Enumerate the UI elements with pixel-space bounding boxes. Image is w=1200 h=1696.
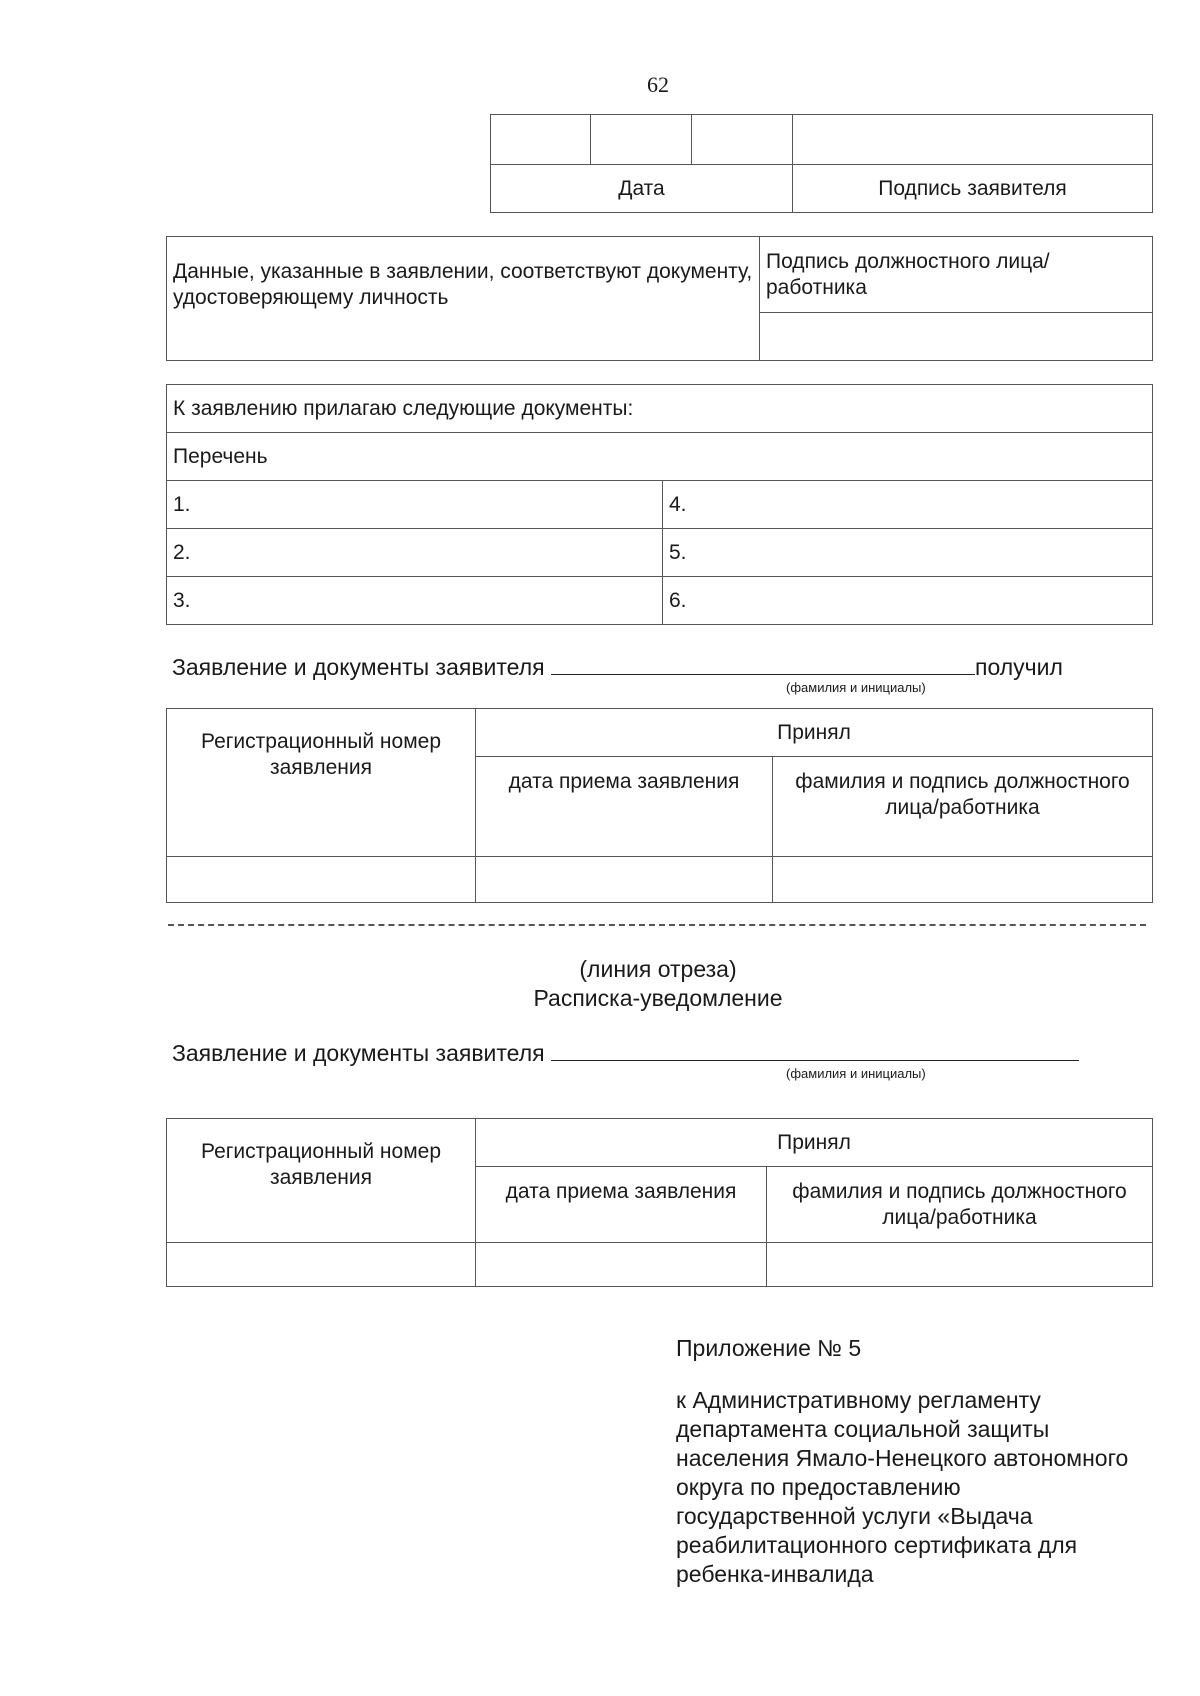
- appendix-body: к Административному регламенту департамента социальной защиты населения Ямало-Ненецкого автономного округа по предоставлению государственной услуги «Выдача реабилитационного сертификата для ребенка-инвалида: [676, 1387, 1129, 1587]
- date-month-cell[interactable]: [591, 115, 692, 165]
- official-name-signature-label: фамилия и подпись должностного лица/работника: [773, 757, 1153, 857]
- official-name-signature-cell[interactable]: [773, 857, 1153, 903]
- receipt-registration-table: [166, 1118, 1153, 1287]
- reg-number-label: Регистрационный номер заявления: [167, 709, 476, 857]
- received-line-suffix: получил: [974, 654, 1063, 680]
- documents-header: К заявлению прилагаю следующие документы:: [167, 385, 1153, 433]
- verification-text: Данные, указанные в заявлении, соответствуют документу, удостоверяющему личность: [167, 237, 760, 361]
- date-signature-table: [490, 114, 1153, 213]
- registration-table: [166, 708, 1153, 903]
- receipt-accepted-label: Принял: [476, 1119, 1153, 1167]
- received-line-prefix: Заявление и документы заявителя: [172, 654, 545, 680]
- document-item-4[interactable]: 4.: [663, 481, 1153, 529]
- receipt-reg-number-label: Регистрационный номер заявления: [167, 1119, 476, 1243]
- document-item-6[interactable]: 6.: [663, 577, 1153, 625]
- receipt-official-name-signature-label: фамилия и подпись должностного лица/работника: [767, 1167, 1153, 1243]
- receipt-acceptance-date-label: дата приема заявления: [476, 1167, 767, 1243]
- date-label: Дата: [491, 165, 793, 213]
- document-item-1[interactable]: 1.: [167, 481, 663, 529]
- official-signature-cell[interactable]: [760, 313, 1153, 361]
- applicant-signature-label: Подпись заявителя: [793, 165, 1153, 213]
- date-year-cell[interactable]: [692, 115, 793, 165]
- receipt-title: Расписка-уведомление: [533, 985, 783, 1011]
- receipt-line-prefix: Заявление и документы заявителя: [172, 1040, 545, 1066]
- receipt-acceptance-date-cell[interactable]: [476, 1243, 767, 1287]
- cut-line: [168, 924, 1146, 926]
- cut-line-label: (линия отреза): [579, 956, 737, 982]
- receipt-line-hint: (фамилия и инициалы): [786, 1066, 926, 1081]
- page-number: 62: [647, 72, 669, 97]
- date-day-cell[interactable]: [491, 115, 591, 165]
- documents-list-label: Перечень: [167, 433, 1153, 481]
- document-item-5[interactable]: 5.: [663, 529, 1153, 577]
- accepted-label: Принял: [476, 709, 1153, 757]
- reg-number-cell[interactable]: [167, 857, 476, 903]
- applicant-signature-cell[interactable]: [793, 115, 1153, 165]
- receipt-reg-number-cell[interactable]: [167, 1243, 476, 1287]
- received-line: [172, 652, 1063, 681]
- documents-table: [166, 384, 1153, 625]
- acceptance-date-cell[interactable]: [476, 857, 773, 903]
- acceptance-date-label: дата приема заявления: [476, 757, 773, 857]
- receipt-line: [172, 1038, 1079, 1067]
- official-signature-label: Подпись должностного лица/работника: [760, 237, 1153, 313]
- document-item-3[interactable]: 3.: [167, 577, 663, 625]
- verification-table: [166, 236, 1153, 361]
- receipt-official-name-signature-cell[interactable]: [767, 1243, 1153, 1287]
- appendix-title: Приложение № 5: [676, 1335, 862, 1361]
- received-line-hint: (фамилия и инициалы): [786, 680, 926, 695]
- document-item-2[interactable]: 2.: [167, 529, 663, 577]
- receipt-name-blank[interactable]: [551, 1038, 1079, 1061]
- receiver-name-blank[interactable]: [551, 652, 975, 675]
